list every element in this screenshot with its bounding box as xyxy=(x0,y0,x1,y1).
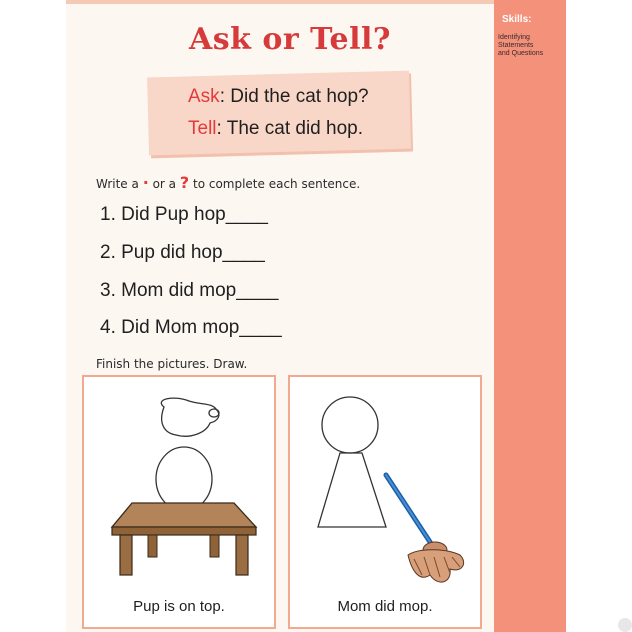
question-mark: ? xyxy=(179,173,190,192)
table-leg-left xyxy=(120,535,132,575)
finish-instruction: Finish the pictures. Draw. xyxy=(96,357,248,371)
skills-sidebar xyxy=(494,0,566,632)
skills-detail: Identifying Statements and Questions xyxy=(498,34,544,57)
mop-handle-highlight xyxy=(386,475,432,545)
mop-head xyxy=(408,542,464,582)
table-top xyxy=(112,503,256,527)
table-edge xyxy=(112,527,256,535)
instruction-part2: or a xyxy=(152,177,177,191)
tell-label: Tell xyxy=(188,118,217,139)
skills-heading: Skills: xyxy=(502,14,532,25)
mom-body-outline xyxy=(318,453,386,527)
page-title: Ask or Tell? xyxy=(189,22,391,57)
table-leg-back-left xyxy=(148,535,157,557)
picture-box-mom[interactable] xyxy=(288,375,482,629)
pup-head-outline xyxy=(161,398,219,436)
sentence-3[interactable]: 3. Mom did mop____ xyxy=(100,280,279,301)
sentence-2[interactable]: 2. Pup did hop____ xyxy=(100,242,265,263)
mom-head-outline xyxy=(322,397,378,453)
ask-label: Ask xyxy=(188,86,220,107)
top-border xyxy=(66,0,566,4)
table-leg-right xyxy=(236,535,248,575)
caption-mom: Mom did mop. xyxy=(337,598,433,615)
instruction-part1: Write a xyxy=(96,177,139,191)
tell-example xyxy=(188,118,363,140)
mom-drawing xyxy=(290,377,480,627)
pup-nose xyxy=(209,409,219,417)
ask-text: : Did the cat hop? xyxy=(219,86,369,107)
pup-drawing xyxy=(84,377,274,627)
ask-tell-banner xyxy=(147,71,411,156)
sentence-4[interactable]: 4. Did Mom mop____ xyxy=(100,317,282,338)
tell-text: : The cat did hop. xyxy=(216,118,363,139)
ask-example xyxy=(188,86,369,108)
instruction-part3: to complete each sentence. xyxy=(192,177,361,191)
picture-box-pup[interactable] xyxy=(82,375,276,629)
sentence-1[interactable]: 1. Did Pup hop____ xyxy=(100,204,268,225)
pup-body-outline xyxy=(156,447,212,511)
instruction-text xyxy=(96,173,360,192)
scroll-indicator[interactable] xyxy=(618,618,632,632)
caption-pup: Pup is on top. xyxy=(133,598,225,615)
period-mark: · xyxy=(142,173,149,192)
table-leg-back-right xyxy=(210,535,219,557)
